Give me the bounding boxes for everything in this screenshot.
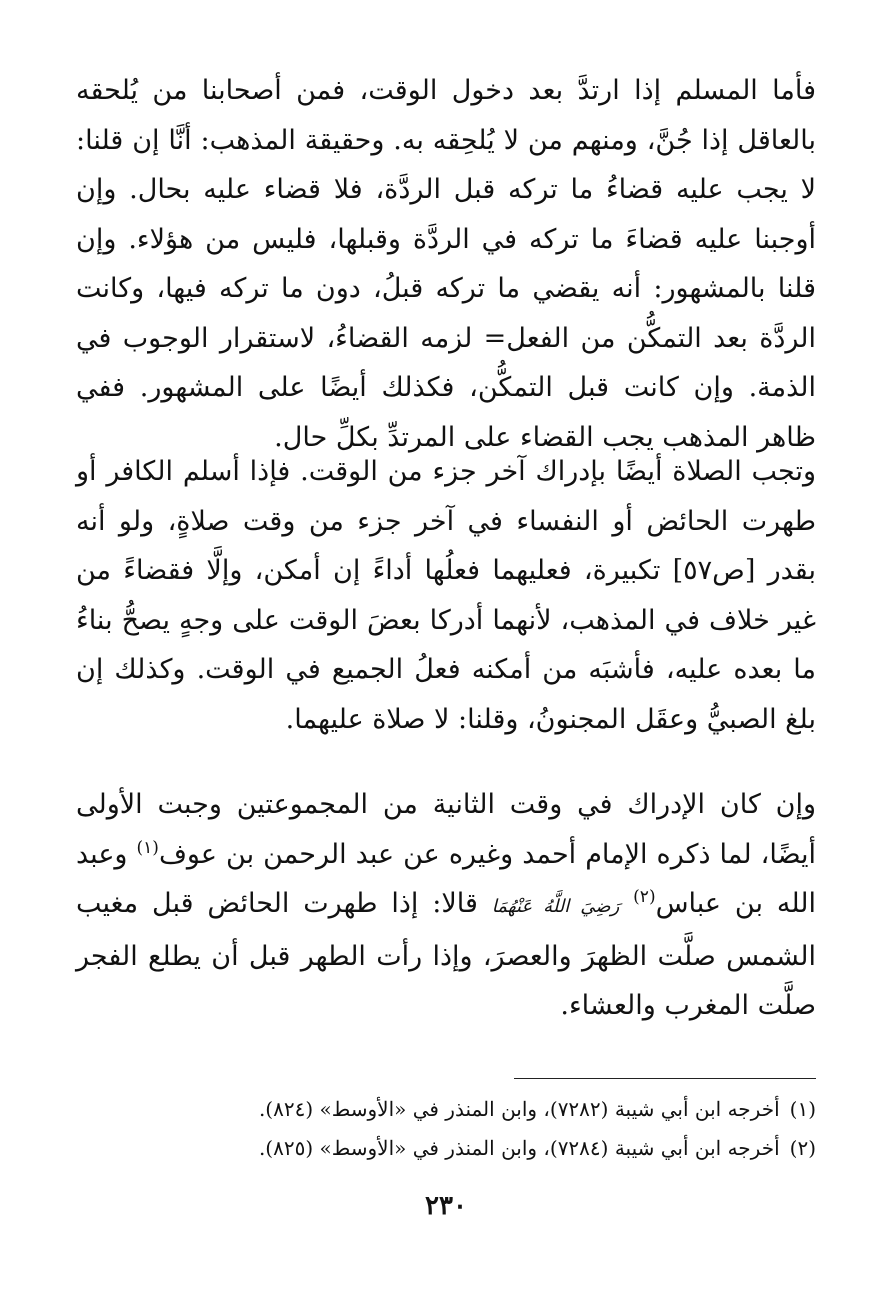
footnote-text: أخرجه ابن أبي شيبة (٧٢٨٤)، وابن المنذر في «الأوسط» (٨٢٥). bbox=[258, 1136, 780, 1160]
footnote-separator bbox=[514, 1078, 816, 1079]
honorific-phrase: رَضِيَ اللَّهُ عَنْهُمَا bbox=[491, 896, 620, 917]
paragraph-1: فأما المسلم إذا ارتدَّ بعد دخول الوقت، فمن أصحابنا من يُلحقه بالعاقل إذا جُنَّ، ومنهم من لا يُلحِقه به. وحقيقة المذهب: أنَّا إن قلنا: لا يجب عليه قضاءُ ما تركه قبل الردَّة، فلا قضاء عليه بحال. وإن أوجبنا عليه قضاءَ ما تركه في الردَّة وقبلها، فليس من هؤلاء. وإن قلنا بالمشهور: أنه يقضي ما تركه قبلُ، دون ما تركه فيها، وكانت الردَّة بعد التمكُّن من الفعل= لزمه القضاءُ، لاستقرار الوجوب في الذمة. وإن كانت قبل التمكُّن، فكذلك أيضًا على المشهور. ففي ظاهر المذهب يجب القضاء على المرتدِّ بكلِّ حال. bbox=[76, 75, 816, 453]
paragraph-3-part-a: وإن كان الإدراك في وقت الثانية من المجموعتين وجبت الأولى أيضًا، لما ذكره الإمام أحمد وغيره عن عبد الرحمن بن عوف bbox=[76, 789, 816, 870]
footnote-2 bbox=[76, 1129, 816, 1168]
footnote-number: (٢) bbox=[789, 1136, 816, 1160]
footnote-ref-2: (٢) bbox=[633, 887, 656, 907]
paragraph-3-part-b: وعبد الله بن عباس bbox=[76, 838, 816, 919]
footnote-ref-1: (١) bbox=[136, 837, 159, 858]
footnote-1 bbox=[76, 1090, 816, 1129]
paragraph-2: وتجب الصلاة أيضًا بإدراك آخر جزء من الوقت. فإذا أسلم الكافر أو طهرت الحائض أو النفساء في آخر جزء من وقت صلاةٍ، ولو أنه بقدر [ص٥٧] تكبيرة، فعليهما فعلُها أداءً إن أمكن، وإلَّا فقضاءً من غير خلاف في المذهب، لأنهما أدركا بعضَ الوقت على وجهٍ يصحُّ بناءُ ما بعده عليه، فأشبَه من أمكنه فعلُ الجميع في الوقت. وكذلك إن بلغ الصبيُّ وعقَل المجنونُ، وقلنا: لا صلاة عليهما. bbox=[76, 456, 816, 735]
footnote-text: أخرجه ابن أبي شيبة (٧٢٨٢)، وابن المنذر في «الأوسط» (٨٢٤). bbox=[258, 1097, 780, 1121]
paragraph-3-part-c: قالا: إذا طهرت الحائض قبل مغيب الشمس صلَّت الظهرَ والعصرَ، وإذا رأت الطهر قبل أن يطلع الفجر صلَّت المغرب والعشاء. bbox=[76, 888, 816, 1021]
footnotes bbox=[76, 1090, 816, 1168]
paragraph-3 bbox=[76, 780, 816, 1031]
footnote-number: (١) bbox=[789, 1097, 816, 1121]
page-number: ٢٣٠ bbox=[425, 1191, 467, 1221]
